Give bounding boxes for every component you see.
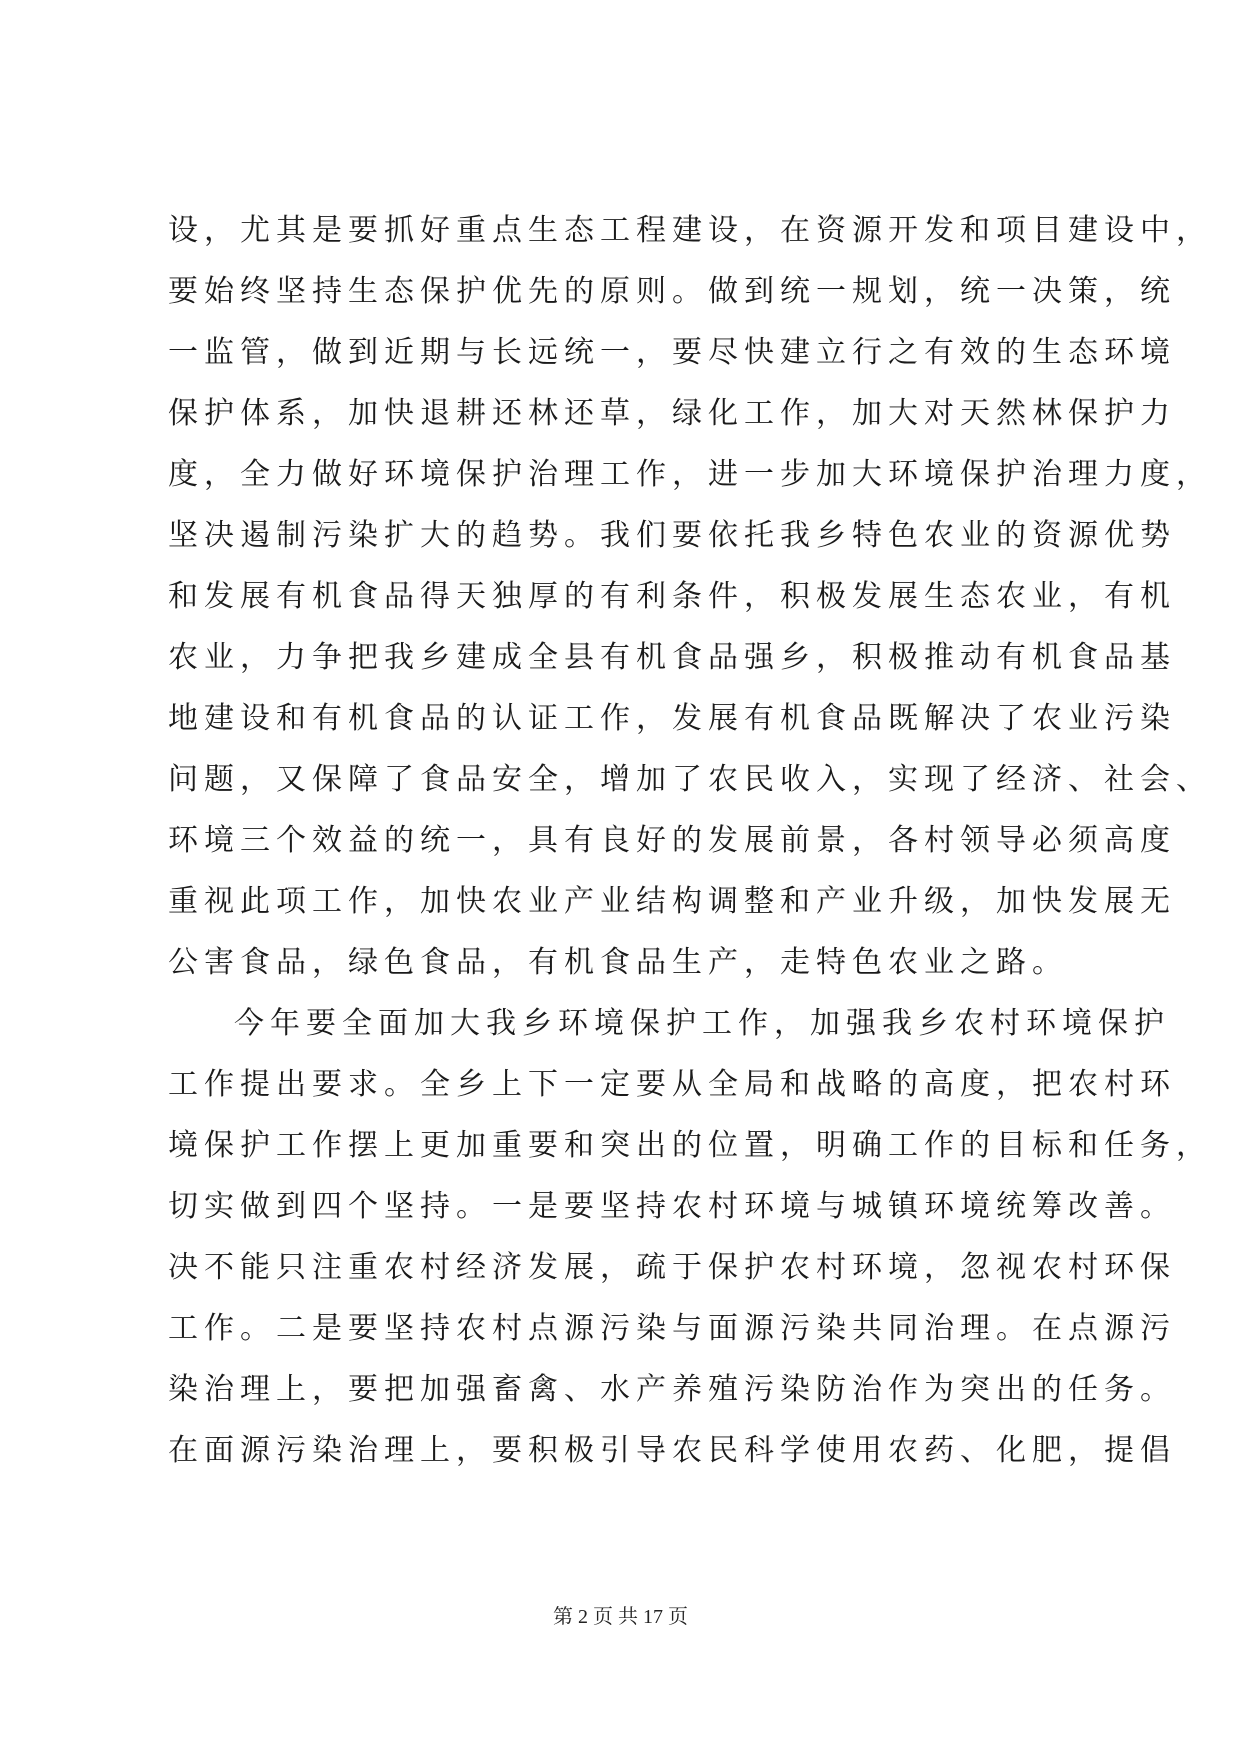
text-line: 地建设和有机食品的认证工作，发展有机食品既解决了农业污染 [168, 701, 1176, 736]
text-line: 设，尤其是要抓好重点生态工程建设，在资源开发和项目建设中， [168, 213, 1212, 248]
text-line: 工作提出要求。全乡上下一定要从全局和战略的高度，把农村环 [168, 1067, 1176, 1102]
text-line: 决不能只注重农村经济发展，疏于保护农村环境，忽视农村环保 [168, 1250, 1176, 1285]
text-line: 境保护工作摆上更加重要和突出的位置，明确工作的目标和任务， [168, 1128, 1212, 1163]
body-text [168, 200, 1212, 1481]
text-line: 公害食品，绿色食品，有机食品生产，走特色农业之路。 [168, 945, 1068, 980]
page-footer: 第 2 页 共 17 页 [553, 1606, 688, 1628]
text-line: 保护体系，加快退耕还林还草，绿化工作，加大对天然林保护力 [168, 396, 1176, 431]
text-line: 染治理上，要把加强畜禽、水产养殖污染防治作为突出的任务。 [168, 1372, 1176, 1407]
text-line: 在面源污染治理上，要积极引导农民科学使用农药、化肥，提倡 [168, 1433, 1176, 1468]
text-line: 问题，又保障了食品安全，增加了农民收入，实现了经济、社会、 [168, 762, 1212, 797]
text-line: 切实做到四个坚持。一是要坚持农村环境与城镇环境统筹改善。 [168, 1189, 1176, 1224]
paragraph-start-line: 今年要全面加大我乡环境保护工作，加强我乡农村环境保护 [234, 1006, 1170, 1041]
text-line: 工作。二是要坚持农村点源污染与面源污染共同治理。在点源污 [168, 1311, 1176, 1346]
text-line: 重视此项工作，加快农业产业结构调整和产业升级，加快发展无 [168, 884, 1176, 919]
text-line: 和发展有机食品得天独厚的有利条件，积极发展生态农业，有机 [168, 579, 1176, 614]
text-line: 环境三个效益的统一，具有良好的发展前景，各村领导必须高度 [168, 823, 1176, 858]
text-line: 农业，力争把我乡建成全县有机食品强乡，积极推动有机食品基 [168, 640, 1176, 675]
text-line: 坚决遏制污染扩大的趋势。我们要依托我乡特色农业的资源优势 [168, 518, 1176, 553]
text-line: 度，全力做好环境保护治理工作，进一步加大环境保护治理力度， [168, 457, 1212, 492]
text-line: 一监管，做到近期与长远统一，要尽快建立行之有效的生态环境 [168, 335, 1176, 370]
text-line: 要始终坚持生态保护优先的原则。做到统一规划，统一决策，统 [168, 274, 1176, 309]
